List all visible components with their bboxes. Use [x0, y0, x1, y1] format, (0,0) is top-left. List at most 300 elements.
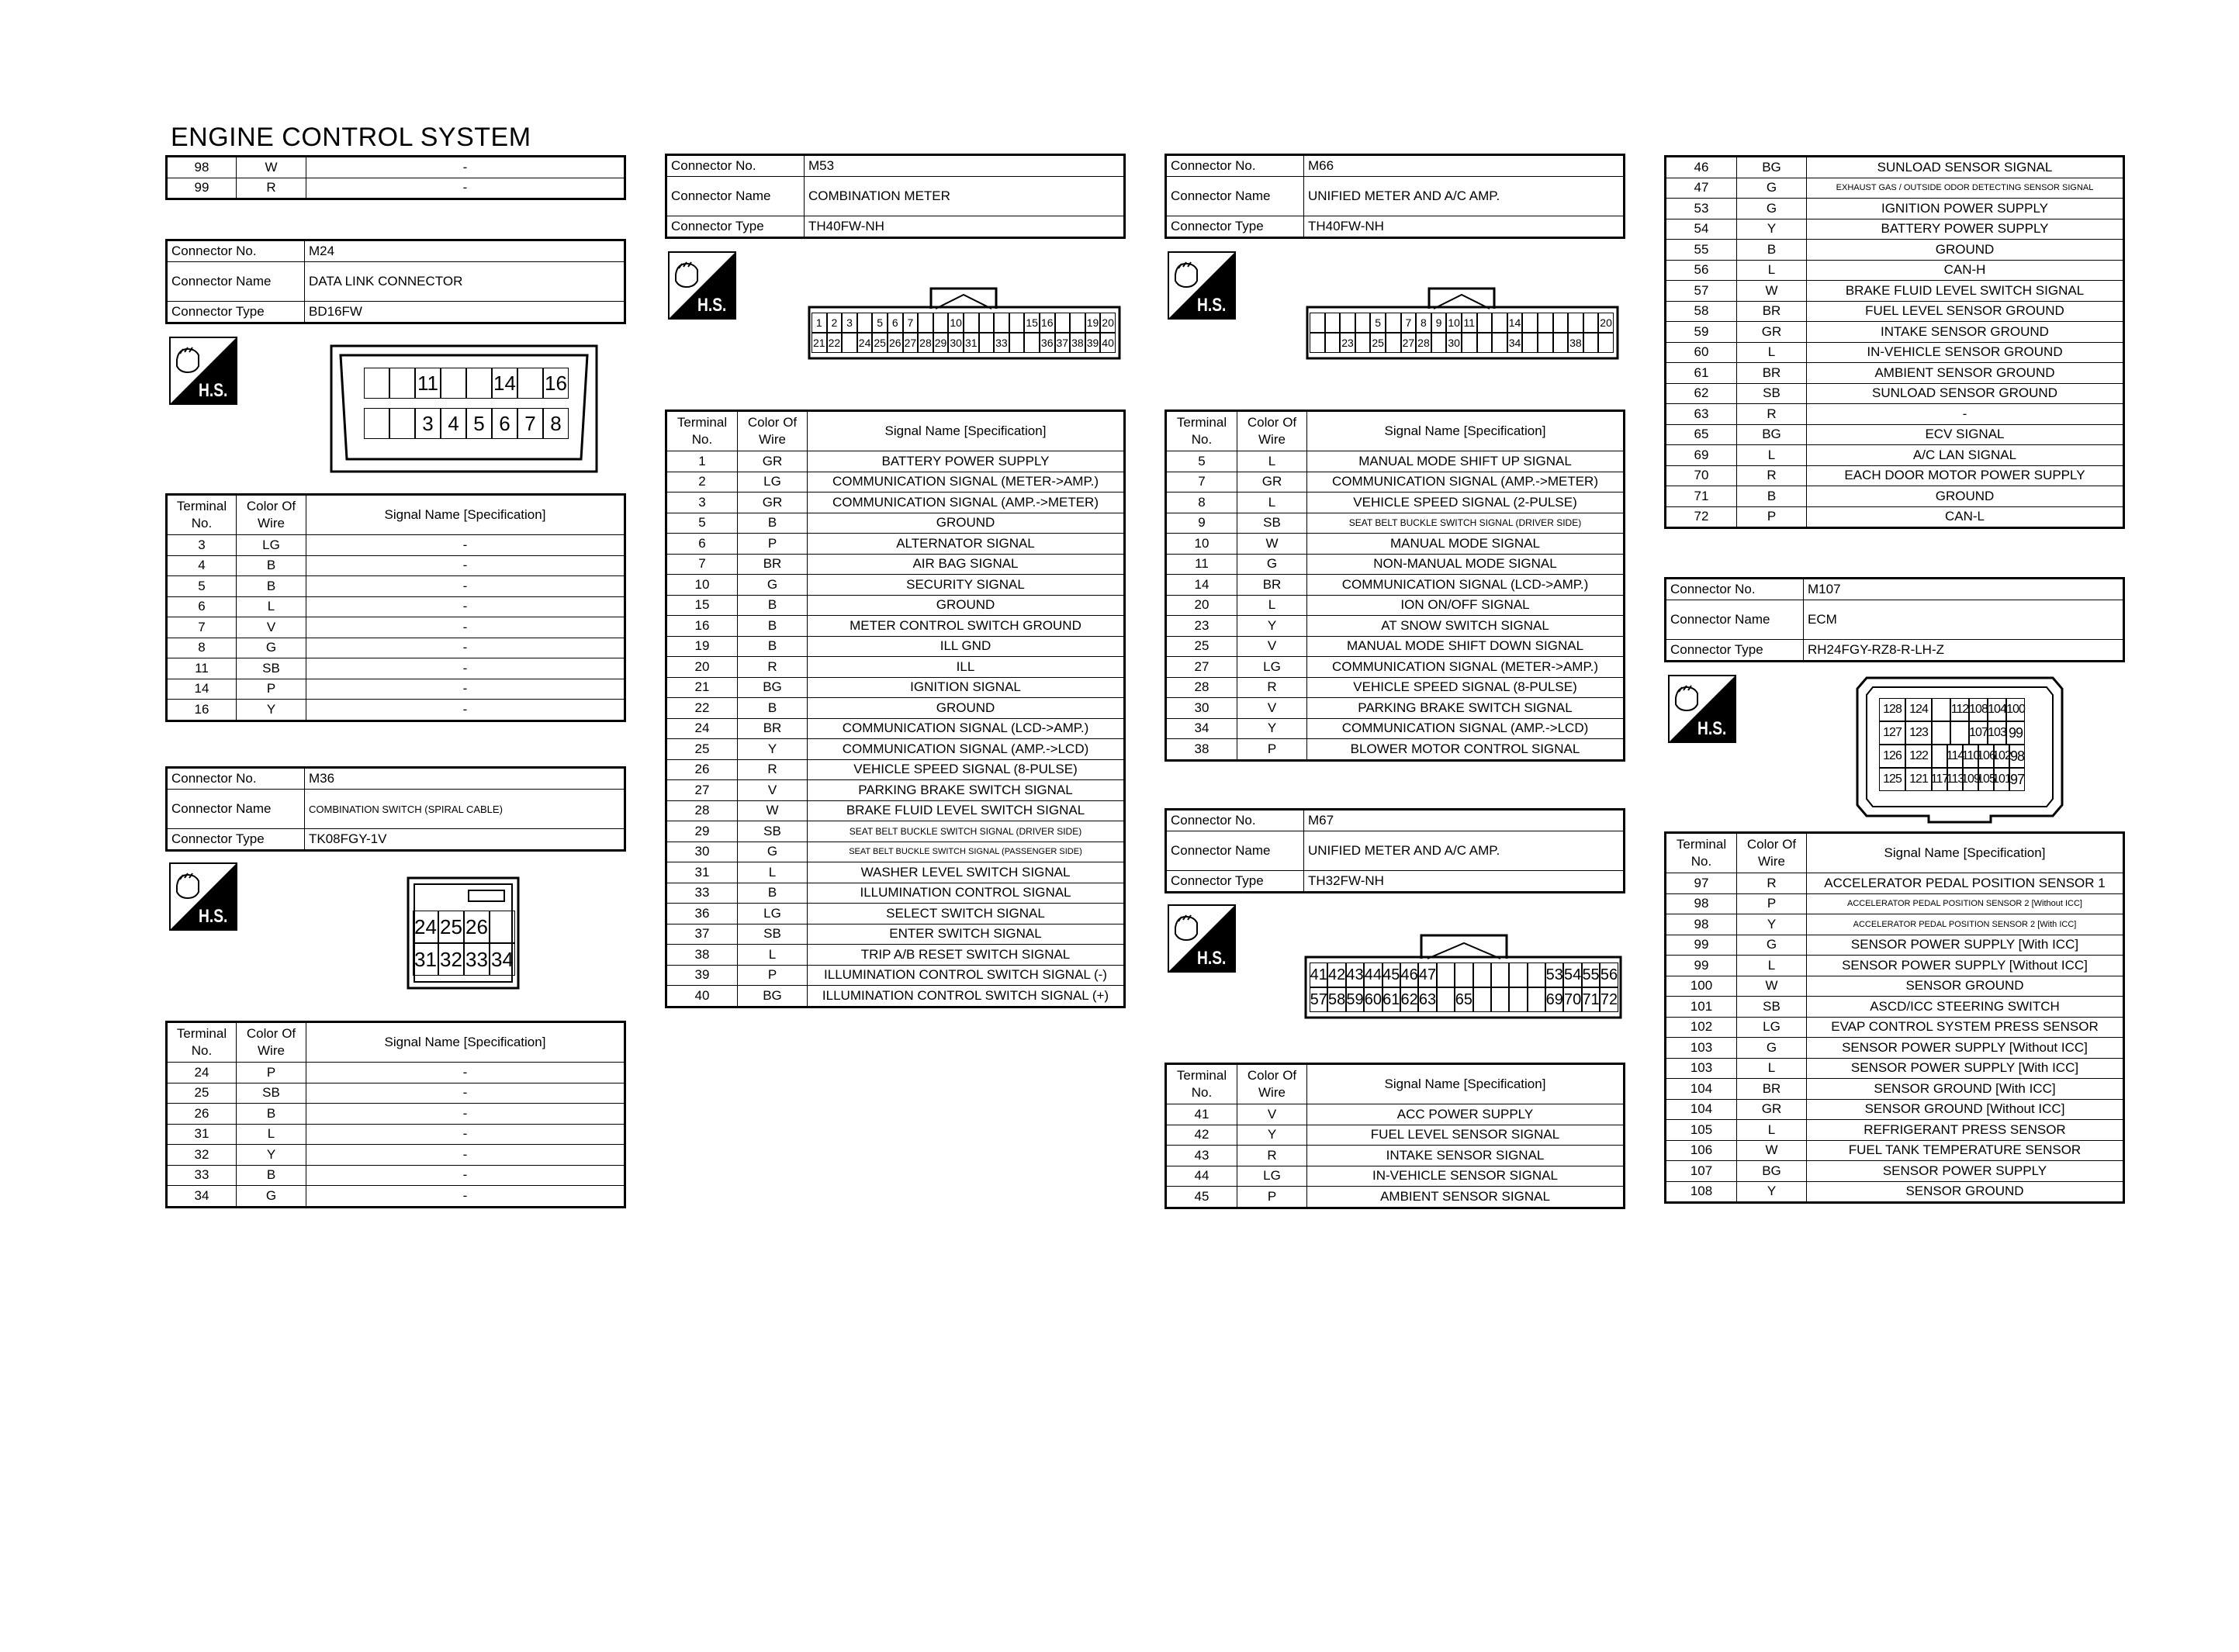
connector-pin: 56	[1600, 963, 1618, 987]
terminal-no: 4	[167, 555, 237, 576]
connector-pin	[994, 313, 1009, 333]
signal-name-header: Signal Name [Specification]	[306, 1022, 625, 1063]
terminal-no: 7	[666, 554, 738, 575]
terminal-no: 14	[167, 679, 237, 700]
connector-name-label: Connector Name	[1166, 831, 1304, 871]
wire-color: BG	[1737, 1161, 1807, 1182]
wire-color: W	[1237, 534, 1307, 555]
table-row	[167, 555, 625, 576]
signal-name: PARKING BRAKE SWITCH SIGNAL	[808, 780, 1125, 801]
wire-color: P	[237, 679, 306, 700]
pin-row	[1310, 313, 1614, 333]
terminal-no: 107	[1666, 1161, 1737, 1182]
wire-color: LG	[1237, 1166, 1307, 1187]
signal-name: GROUND	[808, 595, 1125, 616]
signal-name: COMMUNICATION SIGNAL (LCD->AMP.)	[808, 718, 1125, 739]
table-row	[666, 636, 1125, 657]
connector-pin: 46	[1400, 963, 1418, 987]
connector-pin: 57	[1310, 987, 1327, 1012]
wire-color: Y	[1237, 1125, 1307, 1146]
table-row	[666, 965, 1125, 986]
connector-pin	[1492, 313, 1507, 333]
connector-pin: 117	[1932, 768, 1947, 791]
connector-pin: 34	[1507, 333, 1523, 353]
connector-pin	[1325, 333, 1341, 353]
signal-name: VEHICLE SPEED SIGNAL (2-PULSE)	[1307, 492, 1625, 513]
connector-diagram-m66	[1305, 284, 1620, 365]
table-row	[1166, 616, 1625, 637]
table-row	[666, 472, 1125, 492]
connector-pin	[1598, 333, 1614, 353]
table-row	[1666, 976, 2124, 997]
connector-pin: 33	[464, 943, 490, 976]
hs-icon	[1168, 904, 1236, 973]
connector-diagram-m36	[405, 875, 521, 995]
terminal-no: 3	[167, 535, 237, 556]
signal-name: -	[306, 700, 625, 721]
connector-pin: 26	[888, 333, 903, 353]
connector-pin: 38	[1568, 333, 1583, 353]
terminal-no: 98	[1666, 893, 1737, 914]
terminal-no: 97	[1666, 873, 1737, 894]
connector-pin: 8	[543, 408, 569, 439]
signal-name: EVAP CONTROL SYSTEM PRESS SENSOR	[1807, 1017, 2124, 1038]
hs-label: H.S.	[1197, 948, 1227, 969]
wire-color: R	[1737, 465, 1807, 486]
table-row	[167, 617, 625, 638]
terminal-no: 24	[666, 718, 738, 739]
connector-pin: 101	[1994, 768, 2009, 791]
connector-pin: 40	[1100, 333, 1116, 353]
signal-name: EXHAUST GAS / OUTSIDE ODOR DETECTING SENSOR SIGNAL	[1807, 178, 2124, 199]
terminal-no: 28	[1166, 677, 1237, 698]
terminal-no: 2	[666, 472, 738, 492]
wire-color: GR	[1737, 322, 1807, 343]
connector-name-label: Connector Name	[167, 790, 305, 829]
table-row	[1666, 260, 2124, 281]
terminal-no: 1	[666, 451, 738, 472]
table-row	[1666, 281, 2124, 302]
signal-name: -	[306, 157, 625, 178]
connector-pin: 7	[517, 408, 543, 439]
connector-info-table	[165, 239, 626, 324]
connector-pin	[1528, 987, 1545, 1012]
signal-name: -	[306, 1165, 625, 1186]
wire-color: P	[237, 1063, 306, 1083]
table-row	[1166, 1125, 1625, 1146]
connector-pin: 30	[948, 333, 964, 353]
connector-pin: 15	[1024, 313, 1040, 333]
table-row	[666, 842, 1125, 862]
table-row	[1666, 301, 2124, 322]
connector-name-value: UNIFIED METER AND A/C AMP.	[1304, 831, 1625, 871]
wire-table-m36	[165, 1021, 626, 1208]
connector-pin	[1491, 987, 1509, 1012]
terminal-no: 56	[1666, 260, 1737, 281]
signal-name: COMMUNICATION SIGNAL (METER->AMP.)	[808, 472, 1125, 492]
m67-continued-table-block	[1664, 155, 2125, 529]
connector-info-table	[1664, 577, 2125, 662]
wire-color: SB	[1237, 513, 1307, 534]
table-row	[1666, 893, 2124, 914]
wire-color: Y	[738, 739, 808, 760]
connector-pin: 122	[1905, 745, 1932, 768]
table-row	[167, 1104, 625, 1125]
connector-no-label: Connector No.	[1166, 810, 1304, 831]
connector-pin	[441, 368, 466, 399]
signal-name: BLOWER MOTOR CONTROL SIGNAL	[1307, 739, 1625, 761]
signal-name: ACCELERATOR PEDAL POSITION SENSOR 1	[1807, 873, 2124, 894]
signal-name: FUEL LEVEL SENSOR GROUND	[1807, 301, 2124, 322]
color-of-wire-header: Color Of Wire	[237, 1022, 306, 1063]
table-row	[167, 638, 625, 658]
signal-name: SENSOR POWER SUPPLY	[1807, 1161, 2124, 1182]
terminal-no: 44	[1166, 1166, 1237, 1187]
table-row	[1666, 1120, 2124, 1141]
connector-diagram-m107	[1851, 672, 2068, 828]
wire-color: GR	[1737, 1099, 1807, 1120]
terminal-no: 61	[1666, 363, 1737, 384]
signal-name: TRIP A/B RESET SWITCH SIGNAL	[808, 945, 1125, 966]
connector-info-m36	[165, 766, 626, 852]
connector-type-label: Connector Type	[1166, 871, 1304, 893]
table-row	[167, 178, 625, 199]
table-row	[1166, 595, 1625, 616]
signal-name: ACCELERATOR PEDAL POSITION SENSOR 2 [With ICC]	[1807, 914, 2124, 935]
wire-color: V	[738, 780, 808, 801]
table-row	[167, 1124, 625, 1145]
table-row	[167, 535, 625, 556]
connector-pin	[1583, 313, 1599, 333]
terminal-no: 7	[1166, 472, 1237, 492]
connector-pin: 25	[438, 911, 464, 943]
connector-pin: 31	[964, 333, 979, 353]
connector-pin: 105	[1978, 768, 1994, 791]
connector-pin: 25	[872, 333, 888, 353]
table-row	[1166, 718, 1625, 739]
wire-color: B	[237, 1104, 306, 1125]
signal-name: ENTER SWITCH SIGNAL	[808, 924, 1125, 945]
terminal-no: 27	[666, 780, 738, 801]
wire-color: SB	[237, 658, 306, 679]
connector-pin	[1437, 963, 1455, 987]
m66-wire-table-block	[1164, 410, 1625, 762]
connector-pin	[1473, 963, 1491, 987]
hs-icon	[1668, 675, 1736, 743]
terminal-no: 104	[1666, 1099, 1737, 1120]
connector-pin	[1522, 313, 1538, 333]
table-row	[666, 554, 1125, 575]
table-row	[1166, 472, 1625, 492]
pin-row	[364, 408, 569, 439]
connector-pin: 127	[1879, 721, 1905, 745]
signal-name: SENSOR GROUND [With ICC]	[1807, 1079, 2124, 1100]
connector-pin: 110	[1963, 745, 1978, 768]
signal-name: BRAKE FLUID LEVEL SWITCH SIGNAL	[808, 800, 1125, 821]
connector-info-m53	[665, 154, 1126, 239]
wire-color: P	[1237, 1187, 1307, 1208]
signal-name: ACC POWER SUPPLY	[1307, 1104, 1625, 1125]
table-row	[1166, 492, 1625, 513]
wire-color: L	[237, 596, 306, 617]
connector-pin: 65	[1455, 987, 1472, 1012]
table-row	[1666, 873, 2124, 894]
hs-icon	[169, 862, 237, 931]
wire-color: R	[738, 759, 808, 780]
connector-pin	[1386, 333, 1401, 353]
connector-pin	[1568, 313, 1583, 333]
table-row	[1666, 157, 2124, 178]
signal-name: SENSOR GROUND [Without ICC]	[1807, 1099, 2124, 1120]
connector-pin: 70	[1563, 987, 1581, 1012]
terminal-no: 104	[1666, 1079, 1737, 1100]
wire-color: W	[738, 800, 808, 821]
terminal-no-header: Terminal No.	[167, 1022, 237, 1063]
connector-name-value: DATA LINK CONNECTOR	[305, 262, 625, 302]
connector-pin: 23	[1340, 333, 1355, 353]
terminal-no: 100	[1666, 976, 1737, 997]
signal-name: WASHER LEVEL SWITCH SIGNAL	[808, 862, 1125, 883]
signal-name: GROUND	[808, 698, 1125, 719]
terminal-no: 23	[1166, 616, 1237, 637]
connector-pin: 109	[1963, 768, 1978, 791]
table-row	[666, 739, 1125, 760]
connector-pin: 6	[888, 313, 903, 333]
wire-table-m24	[165, 493, 626, 722]
connector-pin	[1583, 333, 1599, 353]
m53-wire-table-block	[665, 410, 1126, 1008]
signal-name: -	[306, 535, 625, 556]
table-row	[1666, 404, 2124, 425]
table-row	[1166, 554, 1625, 575]
table-row	[666, 575, 1125, 596]
signal-name: SENSOR POWER SUPPLY [With ICC]	[1807, 935, 2124, 956]
pin-row	[1879, 721, 2025, 745]
hs-label: H.S.	[1697, 718, 1727, 739]
connector-pin: 124	[1905, 698, 1932, 721]
terminal-no: 105	[1666, 1120, 1737, 1141]
table-row	[1166, 1166, 1625, 1187]
table-row	[1666, 997, 2124, 1018]
signal-name: ILLUMINATION CONTROL SWITCH SIGNAL (+)	[808, 986, 1125, 1007]
terminal-no: 60	[1666, 342, 1737, 363]
signal-name: ION ON/OFF SIGNAL	[1307, 595, 1625, 616]
pin-row	[364, 368, 569, 399]
connector-pin	[979, 333, 995, 353]
terminal-no: 5	[666, 513, 738, 534]
terminal-no: 16	[167, 700, 237, 721]
signal-name: AIR BAG SIGNAL	[808, 554, 1125, 575]
connector-pin	[857, 313, 873, 333]
connector-pin	[1553, 333, 1569, 353]
wire-table-m67-continued	[1664, 155, 2125, 529]
wire-color: G	[738, 575, 808, 596]
signal-name: BRAKE FLUID LEVEL SWITCH SIGNAL	[1807, 281, 2124, 302]
terminal-no: 99	[167, 178, 237, 199]
terminal-no: 11	[1166, 554, 1237, 575]
wire-color: BR	[1737, 301, 1807, 322]
table-row	[666, 924, 1125, 945]
terminal-no: 40	[666, 986, 738, 1007]
signal-name: -	[306, 1104, 625, 1125]
m107-wire-table-block	[1664, 831, 2125, 1204]
wire-color: P	[738, 965, 808, 986]
terminal-no: 30	[1166, 698, 1237, 719]
signal-name: -	[306, 1186, 625, 1208]
connector-pin	[1355, 313, 1371, 333]
connector-pin: 47	[1418, 963, 1436, 987]
connector-pin: 6	[492, 408, 517, 439]
pin-row	[1310, 963, 1618, 987]
connector-pin	[964, 313, 979, 333]
connector-pin: 44	[1364, 963, 1382, 987]
table-row	[167, 157, 625, 178]
signal-name: ILL GND	[808, 636, 1125, 657]
terminal-no: 98	[1666, 914, 1737, 935]
connector-pin	[1538, 313, 1553, 333]
connector-info-m24	[165, 239, 626, 324]
signal-name: -	[306, 617, 625, 638]
connector-pin	[517, 368, 543, 399]
connector-diagram-m67	[1303, 931, 1623, 1025]
signal-name: -	[306, 576, 625, 597]
connector-pin: 112	[1950, 698, 1969, 721]
connector-name-label: Connector Name	[1666, 600, 1804, 640]
signal-name: SELECT SWITCH SIGNAL	[808, 904, 1125, 924]
connector-pin: 106	[1978, 745, 1994, 768]
connector-pin	[364, 368, 389, 399]
wire-color: B	[738, 698, 808, 719]
signal-name: VEHICLE SPEED SIGNAL (8-PULSE)	[808, 759, 1125, 780]
wire-color: Y	[1237, 718, 1307, 739]
terminal-no: 27	[1166, 657, 1237, 678]
terminal-no: 26	[666, 759, 738, 780]
signal-name: ASCD/ICC STEERING SWITCH	[1807, 997, 2124, 1018]
terminal-no: 33	[167, 1165, 237, 1186]
terminal-no: 21	[666, 677, 738, 698]
connector-type-label: Connector Type	[1166, 216, 1304, 238]
connector-pin: 102	[1994, 745, 2009, 768]
table-row	[1666, 935, 2124, 956]
connector-pin: 21	[812, 333, 827, 353]
connector-pin: 71	[1582, 987, 1600, 1012]
terminal-no: 36	[666, 904, 738, 924]
connector-no-label: Connector No.	[167, 768, 305, 790]
connector-pin: 62	[1400, 987, 1418, 1012]
connector-pin: 31	[413, 943, 438, 976]
wire-color: B	[1737, 240, 1807, 261]
wire-color: L	[1237, 492, 1307, 513]
terminal-no: 29	[666, 821, 738, 842]
connector-type-value: TK08FGY-1V	[305, 829, 625, 851]
table-row	[1666, 199, 2124, 219]
connector-pin: 5	[872, 313, 888, 333]
table-row	[167, 1186, 625, 1208]
m36-wire-table-block	[165, 1021, 626, 1208]
table-row	[1666, 322, 2124, 343]
terminal-no: 65	[1666, 424, 1737, 445]
connector-pin: 24	[413, 911, 438, 943]
connector-pin: 2	[827, 313, 843, 333]
wire-color: LG	[738, 472, 808, 492]
signal-name: -	[306, 178, 625, 199]
terminal-no: 38	[666, 945, 738, 966]
connector-pin	[1325, 313, 1341, 333]
connector-type-value: TH40FW-NH	[1304, 216, 1625, 238]
connector-pin: 107	[1969, 721, 1988, 745]
connector-name-value: ECM	[1804, 600, 2124, 640]
table-row	[666, 883, 1125, 904]
wire-color: BR	[1237, 575, 1307, 596]
signal-name: COMMUNICATION SIGNAL (AMP.->METER)	[1307, 472, 1625, 492]
terminal-no: 8	[1166, 492, 1237, 513]
connector-diagram-m24	[328, 343, 600, 477]
connector-pin: 60	[1364, 987, 1382, 1012]
table-row	[1166, 677, 1625, 698]
connector-pin: 55	[1582, 963, 1600, 987]
connector-type-label: Connector Type	[167, 829, 305, 851]
hs-label: H.S.	[199, 906, 228, 927]
signal-name: ACCELERATOR PEDAL POSITION SENSOR 2 [Without ICC]	[1807, 893, 2124, 914]
wire-color: B	[237, 1165, 306, 1186]
table-row	[666, 821, 1125, 842]
terminal-no: 7	[167, 617, 237, 638]
table-row	[167, 1145, 625, 1166]
wire-color: B	[738, 636, 808, 657]
connector-pin: 45	[1383, 963, 1400, 987]
signal-name: FUEL TANK TEMPERATURE SENSOR	[1807, 1140, 2124, 1161]
table-row	[1166, 1146, 1625, 1166]
terminal-no: 26	[167, 1104, 237, 1125]
connector-pin: 20	[1598, 313, 1614, 333]
wire-color: L	[738, 862, 808, 883]
connector-pin: 123	[1905, 721, 1932, 745]
table-row	[1666, 342, 2124, 363]
signal-name: IGNITION SIGNAL	[808, 677, 1125, 698]
signal-name: ALTERNATOR SIGNAL	[808, 534, 1125, 555]
wire-color: B	[738, 595, 808, 616]
wire-color: Y	[1737, 914, 1807, 935]
connector-pin	[466, 368, 492, 399]
wire-color: L	[1737, 342, 1807, 363]
wire-table-m53	[665, 410, 1126, 1008]
table-row	[1166, 513, 1625, 534]
page-title: ENGINE CONTROL SYSTEM	[171, 123, 531, 152]
connector-pin	[1462, 333, 1477, 353]
signal-name: IGNITION POWER SUPPLY	[1807, 199, 2124, 219]
wire-color: W	[1737, 1140, 1807, 1161]
table-row	[167, 1063, 625, 1083]
table-row	[666, 904, 1125, 924]
connector-pin	[364, 408, 389, 439]
table-row	[1666, 240, 2124, 261]
wire-color: W	[1737, 281, 1807, 302]
wire-color: G	[237, 638, 306, 658]
table-row	[1666, 1099, 2124, 1120]
signal-name: AMBIENT SENSOR SIGNAL	[1307, 1187, 1625, 1208]
connector-pin: 26	[464, 911, 490, 943]
terminal-no: 102	[1666, 1017, 1737, 1038]
terminal-no: 63	[1666, 404, 1737, 425]
signal-name: -	[306, 638, 625, 658]
connector-pin: 97	[2009, 768, 2025, 791]
connector-pin: 72	[1600, 987, 1618, 1012]
table-row	[1666, 465, 2124, 486]
connector-pin: 28	[1416, 333, 1431, 353]
signal-name: CAN-L	[1807, 506, 2124, 528]
table-row	[666, 800, 1125, 821]
table-row	[666, 595, 1125, 616]
